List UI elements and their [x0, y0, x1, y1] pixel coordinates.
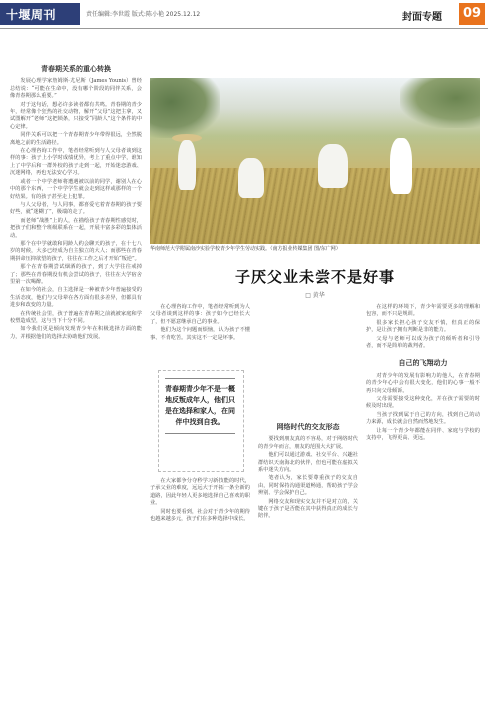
paragraph: 发展心理学家詹姆斯·尤尼斯（James Younis）曾经总结说：“可能在生命中，没有哪个阶段的同伴关系，会像青春期那么重要。” — [10, 78, 142, 100]
paragraph: 在心理咨询工作中，笔者经常听到为人父母者谈到这样的事：孩子如今已经长大了，但不愿意继承自己的事业。 — [150, 304, 250, 325]
paragraph: 要找到朋友真的不容易，对于网络时代的青少年而言，朋友的范围大大扩展。 — [258, 436, 358, 450]
column-4 — [366, 304, 480, 444]
paragraph: 在这样的环境下，青少年需要更多的理解和包容，而不只是规训。 — [366, 304, 480, 318]
rice-field — [150, 168, 480, 244]
article-byline: □ 黄华 — [305, 292, 325, 299]
paragraph: 他们可以通过游戏、社交平台、兴趣社群结识天南海北的伙伴，但也可能在虚拟关系中迷失方向。 — [258, 452, 358, 474]
student-figure — [178, 140, 196, 190]
tree-shape — [400, 78, 480, 128]
paragraph: 对于这句话，想必许多读者都有共鸣。青春期的青少年，经常像个狂热的社交动物，解开“父母”这把主拿，又试图解开“老师”这把锁条，只接受“同龄人”这个条件的中心定律。 — [10, 101, 142, 130]
paragraph: 在大家都争分夺秒学习新技能的时代，子承父业的难度，远远大于开拓一条全新的道路，因此年轻人更多地选择自己喜欢的职业。 — [150, 478, 250, 507]
page-header — [0, 0, 488, 28]
subhead-relationship: 青春期关系的重心转换 — [41, 65, 111, 73]
editor-credits: 责任编辑:李世霞 版式:陈小艳 2025.12.12 — [86, 11, 201, 18]
header-rule — [0, 28, 488, 29]
paragraph: 那个在青春期尝试烟酒的孩子，到了大学往往戒掉了；那些在青春期没有机会尝试的孩子，往往在大学宿舍里第一次喝醉。 — [10, 264, 142, 285]
subhead-flight: 自己的飞翔动力 — [398, 359, 448, 368]
paragraph: 很多家长担心孩子交友不慎，但真正的保护，是让孩子拥有判断是非的能力。 — [366, 319, 480, 334]
paragraph: 在心理咨询工作中，笔者经常听到与人父母者谈到这样的事：孩子上小学时成绩优异，考上了重点中学，谁知上了中学后和一群外校的孩子走到一起，开始迷恋游戏、沉迷网络，再也无法安心学习。 — [10, 148, 142, 177]
paragraph: 如今我们更是倾向发现青少年在积极选择方面的能力，并根据他们的选择去协助他们发展。 — [10, 326, 142, 340]
photo-caption: 华南师范大学附属南沙实验学校青少年学生劳动实践。（南方报业传媒集团 图/东广网） — [150, 246, 341, 252]
tree-shape — [150, 78, 220, 138]
section-name: 封面专题 — [402, 12, 442, 23]
paragraph: 在传统社会里，孩子普遍在青春期之前就被家庭和学校塑造成型，这与当下十分不同。 — [10, 310, 142, 324]
paragraph: 笔者认为，家长要尊重孩子的交友自由，同时保持沟通渠道畅通，帮助孩子学会辨别、学会保护自己。 — [258, 475, 358, 497]
paragraph: 而老师“战胜”上的人，在描绘孩子青春期性感觉时，把孩子们和整个班级联系在一起，开展丰富多彩的集体活动。 — [10, 217, 142, 239]
paragraph: 网络交友和现实交友并不是对立的，关键在于孩子是否能在其中获得真正的成长与陪伴。 — [258, 498, 358, 520]
paragraph: 当孩子找到属于自己的方向，找到自己的动力来源，成长就会自然而然地发生。 — [366, 411, 480, 426]
student-figure — [238, 158, 264, 198]
feature-photo — [150, 78, 480, 244]
paragraph: 同时也要看到，社会对于青少年的期待也越来越多元，孩子们在多种选择中成长。 — [150, 508, 250, 523]
paragraph: 父母需要接受这种变化，并在孩子需要的时候及时出现。 — [366, 396, 480, 410]
student-figure — [390, 138, 412, 194]
column-3 — [258, 304, 358, 522]
paragraph: 同伴关系可以把一个青春期青少年带得很远，全然脱离地之前的生活路径。 — [10, 132, 142, 146]
paragraph: 在如今的社会，自主选择是一种被青少年普遍接受的生活态度，他们与父母辈在各方面有很多差异，但都具有进步和改变的力量。 — [10, 287, 142, 309]
paragraph: 父母与老师可以成为孩子的倾听者和引导者，而不是简单的裁判者。 — [366, 335, 480, 350]
page-number: 09 — [459, 3, 485, 25]
paragraph: 那个在中学就敢和同龄人约会聊天的孩子，在十七八岁的时候，大多已经成为自主独立的大人；而那些在青春期拼命压抑欲望的孩子，往往在工作之后才开始“叛逆”。 — [10, 240, 142, 262]
paragraph: 让每一个青少年都能在同伴、家庭与学校的支持中，飞得更高、更远。 — [366, 427, 480, 442]
paragraph: 他们为这个问题而烦恼，认为孩子不懂事、不肯吃苦。其实这不一定是坏事。 — [150, 327, 250, 341]
masthead-title: 十堰周刊 — [6, 8, 57, 22]
student-figure — [318, 144, 348, 188]
column-2-continued — [150, 478, 250, 524]
subhead-network: 网络时代的交友形态 — [276, 423, 340, 431]
article-headline: 子厌父业未尝不是好事 — [234, 268, 395, 286]
column-2 — [150, 304, 250, 343]
column-1 — [10, 64, 142, 342]
paragraph: 对青少年的发展有影响力的他人，在青春期的青少年心中会有很大变化，他们的心事一般不再只向父母倾诉。 — [366, 372, 480, 394]
paragraph: 或者一个中学老师将遭遇被以前的同学，谢别人在心中的那个东西，一个中学学生就会走到这样或那样的一个好结果。有的孩子甚至走上犯罪。 — [10, 178, 142, 200]
masthead-logo — [0, 3, 80, 25]
paragraph: 与人父母者，与人同事，都喜爱宅着青春期的孩子要好些，就“迷糊了”，极端的走了。 — [10, 201, 142, 216]
pull-quote: 青春期青少年不是一概地反叛成年人，他们只是在选择和家人，在同伴中找到自我。 — [165, 378, 235, 434]
